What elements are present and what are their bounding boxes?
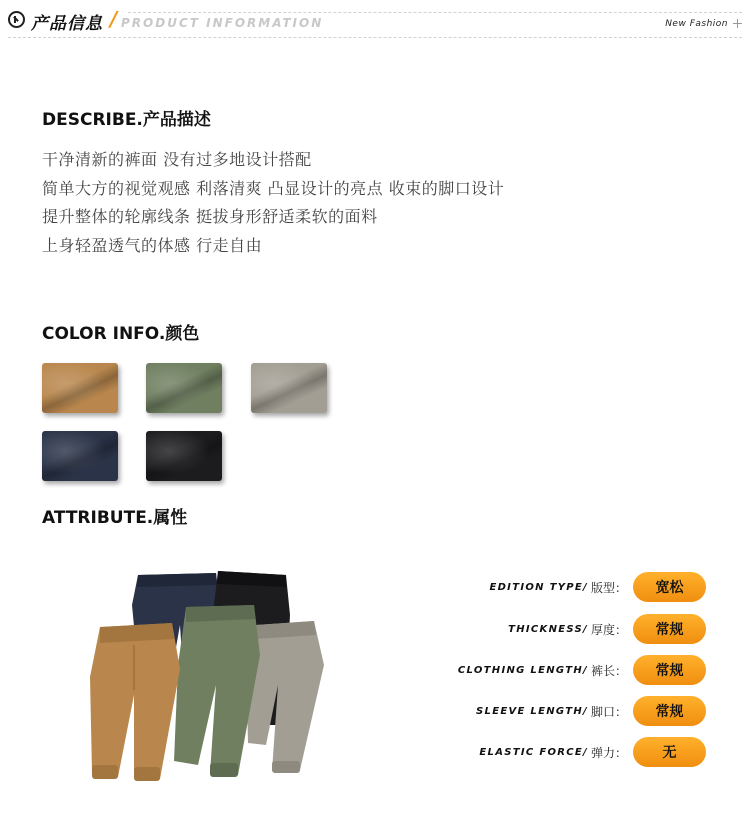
attr-value-pill: 无	[633, 737, 706, 767]
attr-label: SLEEVE LENGTH/	[476, 705, 588, 717]
attr-label: ELASTIC FORCE/	[479, 746, 588, 758]
arrow-circle-icon	[8, 11, 25, 28]
plus-icon	[733, 19, 742, 28]
describe-line: 提升整体的轮廓线条 挺拔身形舒适柔软的面料	[42, 207, 378, 226]
swatch-khaki[interactable]	[42, 363, 118, 413]
attr-label-cn: 版型：	[590, 580, 627, 595]
green-pants-shape	[174, 605, 260, 777]
describe-line: 简单大方的视觉观感 利落清爽 凸显设计的亮点 收束的脚口设计	[42, 178, 505, 198]
section-header	[0, 0, 750, 40]
attr-label-cn: 脚口：	[590, 704, 627, 719]
swatch-army-green[interactable]	[146, 363, 222, 413]
khaki-pants-shape	[90, 623, 180, 781]
attr-value-pill: 常规	[633, 655, 706, 685]
attr-label: CLOTHING LENGTH/	[457, 664, 588, 676]
attr-label-cn: 裤长：	[590, 663, 627, 678]
header-title: 产品信息	[31, 14, 103, 34]
attr-label: THICKNESS/	[508, 623, 588, 635]
attr-row-sleeve-length	[476, 696, 706, 726]
attr-label-cn: 弹力：	[590, 745, 627, 760]
bottom-divider	[8, 37, 742, 38]
attr-row-edition-type	[489, 572, 706, 602]
attr-value-pill: 常规	[633, 696, 706, 726]
swatch-black[interactable]	[146, 431, 222, 481]
describe-title: DESCRIBE.产品描述	[42, 110, 211, 130]
color-info-title: COLOR INFO.颜色	[42, 324, 200, 344]
attr-row-elastic-force	[479, 737, 706, 767]
new-fashion-label: New Fashion	[665, 19, 728, 29]
product-pants-image	[88, 565, 328, 785]
swatch-navy[interactable]	[42, 431, 118, 481]
describe-line: 干净清新的裤面 没有过多地设计搭配	[42, 150, 312, 169]
attribute-title: ATTRIBUTE.属性	[42, 508, 188, 528]
top-divider	[128, 12, 742, 13]
attr-label-cn: 厚度：	[590, 622, 627, 637]
describe-text	[42, 146, 642, 260]
header-subtitle: PRODUCT INFORMATION	[121, 16, 324, 30]
attr-label: EDITION TYPE/	[489, 581, 588, 593]
header-slash: /	[110, 7, 118, 31]
attr-value-pill: 常规	[633, 614, 706, 644]
describe-line: 上身轻盈透气的体感 行走自由	[42, 235, 263, 255]
attr-row-clothing-length	[458, 655, 706, 685]
attr-value-pill: 宽松	[633, 572, 706, 602]
swatch-grey[interactable]	[251, 363, 327, 413]
attr-row-thickness	[508, 614, 706, 644]
